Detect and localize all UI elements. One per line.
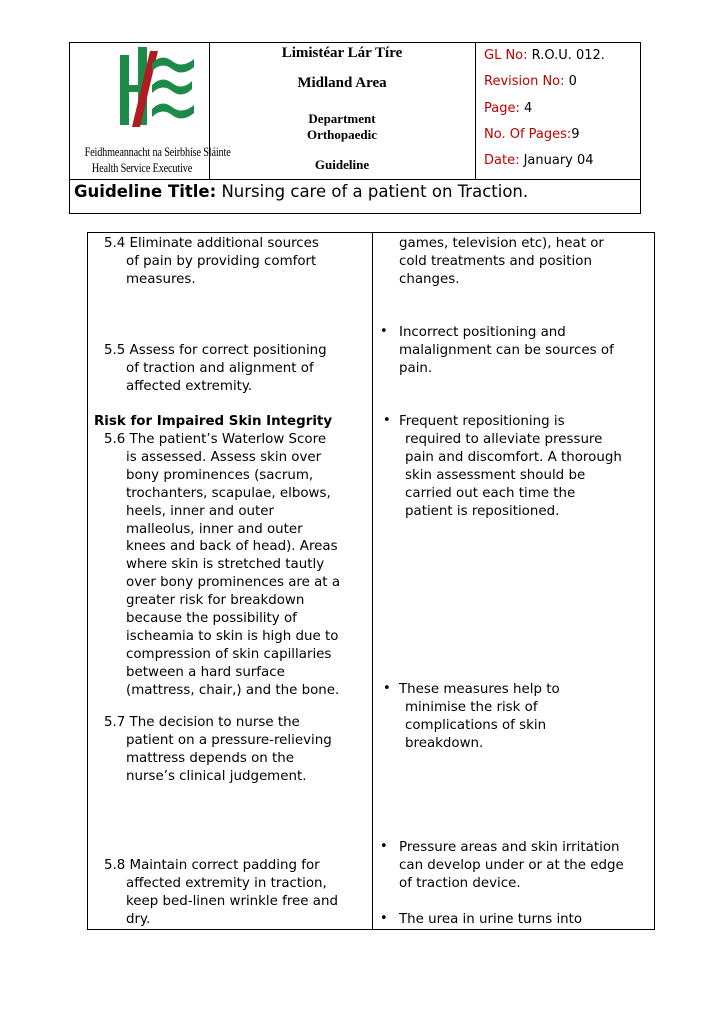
text-line: Incorrect positioning and <box>399 325 566 340</box>
text-line: heels, inner and outer <box>126 503 274 519</box>
text-line: of pain by providing comfort <box>126 253 317 269</box>
text-line: mattress depends on the <box>126 750 295 766</box>
header-divider <box>475 43 476 179</box>
rationale-5-4-cont <box>399 235 604 289</box>
text-line: (mattress, chair,) and the bone. <box>126 682 340 698</box>
section-5-7 <box>104 714 332 786</box>
text-line: pain. <box>399 360 433 376</box>
page-number <box>484 101 532 116</box>
page-value: 4 <box>524 101 533 116</box>
bullet-icon: • <box>380 324 388 339</box>
text-line: 5.6 The patient’s Waterlow Score <box>104 432 327 447</box>
rationale-5-6 <box>399 413 622 520</box>
text-line: compression of skin capillaries <box>126 646 332 662</box>
bullet-icon: • <box>383 681 391 696</box>
hse-logo-icon <box>76 47 212 143</box>
text-line: patient on a pressure-relieving <box>126 732 332 748</box>
bullet-icon: • <box>380 911 388 926</box>
department-value: Orthopaedic <box>306 127 378 142</box>
text-line: carried out each time the <box>405 485 576 501</box>
text-line: The urea in urine turns into <box>399 912 583 927</box>
text-line: affected extremity. <box>126 378 253 394</box>
bullet-icon: • <box>383 413 391 428</box>
logo-text-english: Health Service Executive <box>91 161 193 175</box>
gl-number-value: R.O.U. 012. <box>531 48 605 63</box>
text-line: 5.4 Eliminate additional sources <box>104 236 319 251</box>
gl-number-label: GL No: <box>484 48 528 63</box>
guideline-title <box>74 182 528 201</box>
text-line: changes. <box>399 271 460 287</box>
text-line: affected extremity in traction, <box>126 875 327 891</box>
text-line: over bony prominences are at a <box>126 575 341 591</box>
doc-date <box>484 153 594 168</box>
rationale-5-8 <box>399 839 624 893</box>
text-line: complications of skin <box>405 717 547 733</box>
text-line: where skin is stretched tautly <box>126 557 325 573</box>
gl-number <box>484 48 605 63</box>
column-divider <box>372 233 373 929</box>
text-line: is assessed. Assess skin over <box>126 449 322 465</box>
text-line: games, television etc), heat or <box>399 236 604 251</box>
section-heading: Risk for Impaired Skin Integrity <box>94 414 333 429</box>
text-line: ischeamia to skin is high due to <box>126 628 339 644</box>
section-5-8 <box>104 857 338 929</box>
pages-value: 9 <box>571 127 580 142</box>
logo-text-irish: Feidhmeannacht na Seirbhíse Sláinte <box>84 145 231 159</box>
text-line: trochanters, scapulae, elbows, <box>126 485 331 501</box>
text-line: Pressure areas and skin irritation <box>399 840 620 855</box>
page-count <box>484 127 580 142</box>
text-line: greater risk for breakdown <box>126 593 305 609</box>
rationale-5-5 <box>399 324 614 378</box>
text-line: malalignment can be sources of <box>399 342 614 358</box>
text-line: skin assessment should be <box>405 467 586 483</box>
text-line: breakdown. <box>405 735 484 751</box>
document-header <box>69 42 641 214</box>
text-line: because the possibility of <box>126 611 297 627</box>
text-line: dry. <box>126 911 151 927</box>
revision-value: 0 <box>568 74 577 89</box>
title-label: Guideline Title: <box>74 182 217 201</box>
org-english: Midland Area <box>297 75 387 91</box>
text-line: These measures help to <box>399 682 560 697</box>
section-5-4 <box>104 235 319 289</box>
text-line: between a hard surface <box>126 664 285 680</box>
section-5-5 <box>104 342 327 396</box>
section-5-6 <box>104 431 340 700</box>
text-line: bony prominences (sacrum, <box>126 467 314 483</box>
text-line: required to alleviate pressure <box>405 431 603 447</box>
text-line: of traction device. <box>399 875 521 891</box>
revision-number <box>484 74 577 89</box>
text-line: nurse’s clinical judgement. <box>126 768 307 784</box>
bullet-icon: • <box>380 839 388 854</box>
date-value: January 04 <box>523 153 594 168</box>
revision-label: Revision No: <box>484 74 565 89</box>
text-line: 5.8 Maintain correct padding for <box>104 858 320 873</box>
title-value: Nursing care of a patient on Traction. <box>221 182 529 201</box>
text-line: patient is repositioned. <box>405 503 560 519</box>
text-line: malleolus, inner and outer <box>126 521 303 537</box>
rationale-5-7 <box>399 681 560 753</box>
text-line: keep bed-linen wrinkle free and <box>126 893 338 909</box>
rationale-urea <box>399 911 582 929</box>
department-label: Department <box>308 111 376 126</box>
pages-label: No. Of Pages: <box>484 127 572 142</box>
text-line: knees and back of head). Areas <box>126 539 338 555</box>
doc-type: Guideline <box>314 157 370 172</box>
text-line: cold treatments and position <box>399 253 592 269</box>
header-divider <box>70 179 640 180</box>
date-label: Date: <box>484 153 520 168</box>
text-line: of traction and alignment of <box>126 360 314 376</box>
text-line: can develop under or at the edge <box>399 857 624 873</box>
text-line: 5.7 The decision to nurse the <box>104 715 300 730</box>
page-label: Page: <box>484 101 520 116</box>
text-line: minimise the risk of <box>405 699 538 715</box>
text-line: 5.5 Assess for correct positioning <box>104 343 327 358</box>
org-irish: Limistéar Lár Tíre <box>281 45 403 61</box>
text-line: Frequent repositioning is <box>399 414 565 429</box>
text-line: measures. <box>126 271 196 287</box>
text-line: pain and discomfort. A thorough <box>405 449 622 465</box>
